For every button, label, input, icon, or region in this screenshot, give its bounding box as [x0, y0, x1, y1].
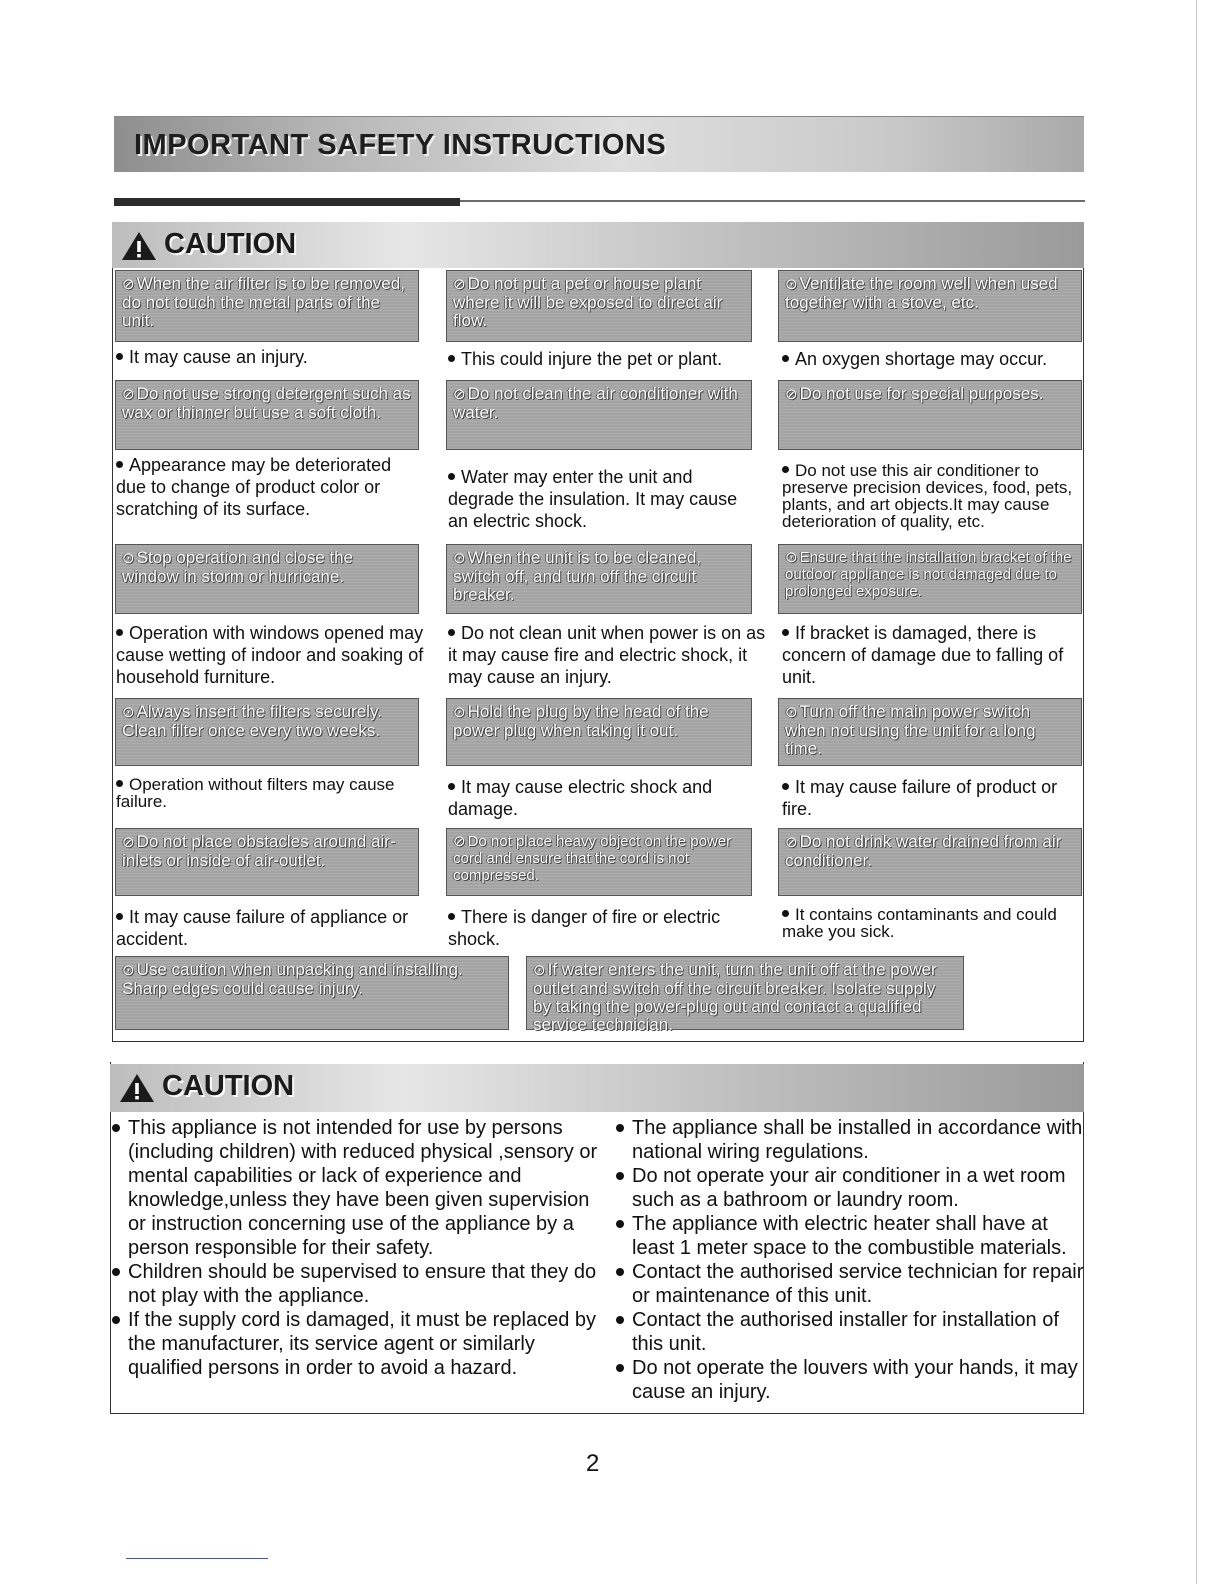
list-item: Contact the authorised installer for installation of this unit.	[614, 1308, 1084, 1356]
caution-note: Water may enter the unit and degrade the insulation. It may cause an electric shock.	[448, 467, 738, 531]
caution-note: If bracket is damaged, there is concern of damage due to falling of unit.	[782, 623, 1064, 687]
caution-box-filters	[115, 698, 419, 766]
prohibition-icon: ⊘	[122, 276, 135, 293]
page-edge-line	[1196, 0, 1197, 1584]
caution-box-drain-water	[778, 828, 1082, 896]
instruction-icon: ⊙	[453, 704, 466, 721]
caution-note: An oxygen shortage may occur.	[782, 348, 1082, 370]
caution-note: There is danger of fire or electric shock.	[448, 907, 721, 949]
caution-note: Operation without filters may cause failure.	[116, 775, 395, 811]
prohibition-icon: ⊘	[785, 386, 798, 403]
box-text: Do not use strong detergent such as wax or thinner but use a soft cloth.	[122, 384, 411, 422]
caution-box-main-power	[778, 698, 1082, 766]
instruction-icon: ⊙	[453, 550, 466, 567]
page-title: IMPORTANT SAFETY INSTRUCTIONS	[134, 129, 667, 161]
list-item: The appliance with electric heater shall have at least 1 meter space to the combustible materials.	[614, 1212, 1084, 1260]
caution-note: Do not use this air conditioner to preserve precision devices, food, pets, plants, and art objects.It may cause deterioration of quality, etc.	[782, 461, 1073, 531]
caution-note: It may cause failure of appliance or accident.	[116, 907, 409, 949]
instruction-icon: ⊙	[122, 550, 135, 567]
box-text: When the air filter is to be removed, do not touch the metal parts of the unit.	[122, 274, 405, 330]
caution-note: Appearance may be deteriorated due to change of product color or scratching of its surface.	[116, 455, 392, 519]
prohibition-icon: ⊘	[453, 386, 466, 403]
caution-box-water-enters	[526, 956, 964, 1034]
list-item: Children should be supervised to ensure that they do not play with the appliance.	[110, 1260, 600, 1308]
caution-box-power-cord	[446, 828, 752, 896]
box-text: Do not use for special purposes.	[799, 384, 1044, 403]
prohibition-icon: ⊘	[785, 834, 798, 851]
instruction-icon: ⊙	[785, 276, 798, 293]
caution-box-special-purposes	[778, 380, 1082, 450]
page-number: 2	[586, 1450, 600, 1477]
instruction-icon: ⊙	[122, 704, 135, 721]
box-text: When the unit is to be cleaned, switch off, and turn off the circuit breaker.	[453, 548, 702, 604]
prohibition-icon: ⊘	[453, 276, 466, 293]
caution-list-right	[614, 1116, 1084, 1404]
caution-header-1	[112, 222, 1084, 268]
caution-note: It may cause an injury.	[116, 346, 426, 368]
title-rule	[114, 198, 460, 206]
caution-note: It may cause failure of product or fire.	[782, 777, 1058, 819]
box-text: Ensure that the installation bracket of the outdoor appliance is not damaged due to prolonged exposure.	[785, 549, 1072, 600]
title-rule-thin	[460, 200, 1085, 202]
list-item: If the supply cord is damaged, it must be replaced by the manufacturer, its service agent or similarly qualified persons in order to avoid a hazard.	[110, 1308, 600, 1380]
caution-box-pet-plant	[446, 270, 752, 342]
box-text: Ventilate the room well when used together with a stove, etc.	[785, 274, 1058, 312]
list-item: Do not operate your air conditioner in a wet room such as a bathroom or laundry room.	[614, 1164, 1084, 1212]
box-text: Do not clean the air conditioner with water.	[453, 384, 738, 422]
caution-title: CAUTION	[162, 1070, 295, 1102]
box-text: Do not drink water drained from air conditioner.	[785, 832, 1062, 870]
caution-box-air-filter	[115, 270, 419, 342]
prohibition-icon: ⊘	[122, 834, 135, 851]
list-item: Do not operate the louvers with your hands, it may cause an injury.	[614, 1356, 1084, 1404]
caution-box-clean-water	[446, 380, 752, 450]
box-text: If water enters the unit, turn the unit off at the power outlet and switch off the circuit breaker. Isolate supply by taking the power-plug out and contact a qualified service technician.	[533, 960, 937, 1034]
caution-box-detergent	[115, 380, 419, 450]
title-banner	[114, 116, 1084, 172]
list-item: Contact the authorised service technician for repair or maintenance of this unit.	[614, 1260, 1084, 1308]
caution-note: Do not clean unit when power is on as it may cause fire and electric shock, it may cause an injury.	[448, 623, 766, 687]
caution-header-2	[110, 1064, 1084, 1112]
footer-line	[126, 1558, 268, 1559]
instruction-icon: ⊙	[122, 962, 135, 979]
box-text: Stop operation and close the window in storm or hurricane.	[122, 548, 354, 586]
caution-box-storm	[115, 544, 419, 614]
caution-box-unpacking	[115, 956, 509, 1030]
warning-triangle-icon	[120, 230, 158, 262]
caution-box-obstacles	[115, 828, 419, 896]
box-text: Use caution when unpacking and installing. Sharp edges could cause injury.	[122, 960, 463, 998]
caution-box-switch-off	[446, 544, 752, 614]
warning-triangle-icon	[118, 1072, 156, 1104]
caution-box-ventilate	[778, 270, 1082, 342]
box-text: Hold the plug by the head of the power plug when taking it out.	[453, 702, 709, 740]
caution-box-bracket	[778, 544, 1082, 614]
list-item: The appliance shall be installed in accordance with national wiring regulations.	[614, 1116, 1084, 1164]
caution-box-plug	[446, 698, 752, 766]
caution-note: It contains contaminants and could make you sick.	[782, 905, 1057, 941]
instruction-icon: ⊙	[533, 962, 546, 979]
box-text: Always insert the filters securely. Clean filter once every two weeks.	[122, 702, 382, 740]
instruction-icon: ⊙	[785, 704, 798, 721]
caution-list-left	[110, 1116, 600, 1380]
caution-title: CAUTION	[164, 228, 297, 260]
caution-note: This could injure the pet or plant.	[448, 348, 768, 370]
box-text: Do not place heavy object on the power cord and ensure that the cord is not compressed.	[453, 833, 732, 884]
instruction-icon: ⊙	[785, 549, 798, 566]
caution-note: Operation with windows opened may cause wetting of indoor and soaking of household furniture.	[116, 623, 424, 687]
box-text: Do not put a pet or house plant where it will be exposed to direct air flow.	[453, 274, 723, 330]
list-item: This appliance is not intended for use by persons (including children) with reduced physical ,sensory or mental capabilities or lack of experience and knowledge,unless they have been given supervision or instruction concerning use of the appliance by a person responsible for their safety.	[110, 1116, 600, 1260]
caution-note: It may cause electric shock and damage.	[448, 777, 713, 819]
prohibition-icon: ⊘	[122, 386, 135, 403]
box-text: Turn off the main power switch when not using the unit for a long time.	[785, 702, 1036, 758]
prohibition-icon: ⊘	[453, 833, 466, 850]
box-text: Do not place obstacles around air-inlets or inside of air-outlet.	[122, 832, 396, 870]
